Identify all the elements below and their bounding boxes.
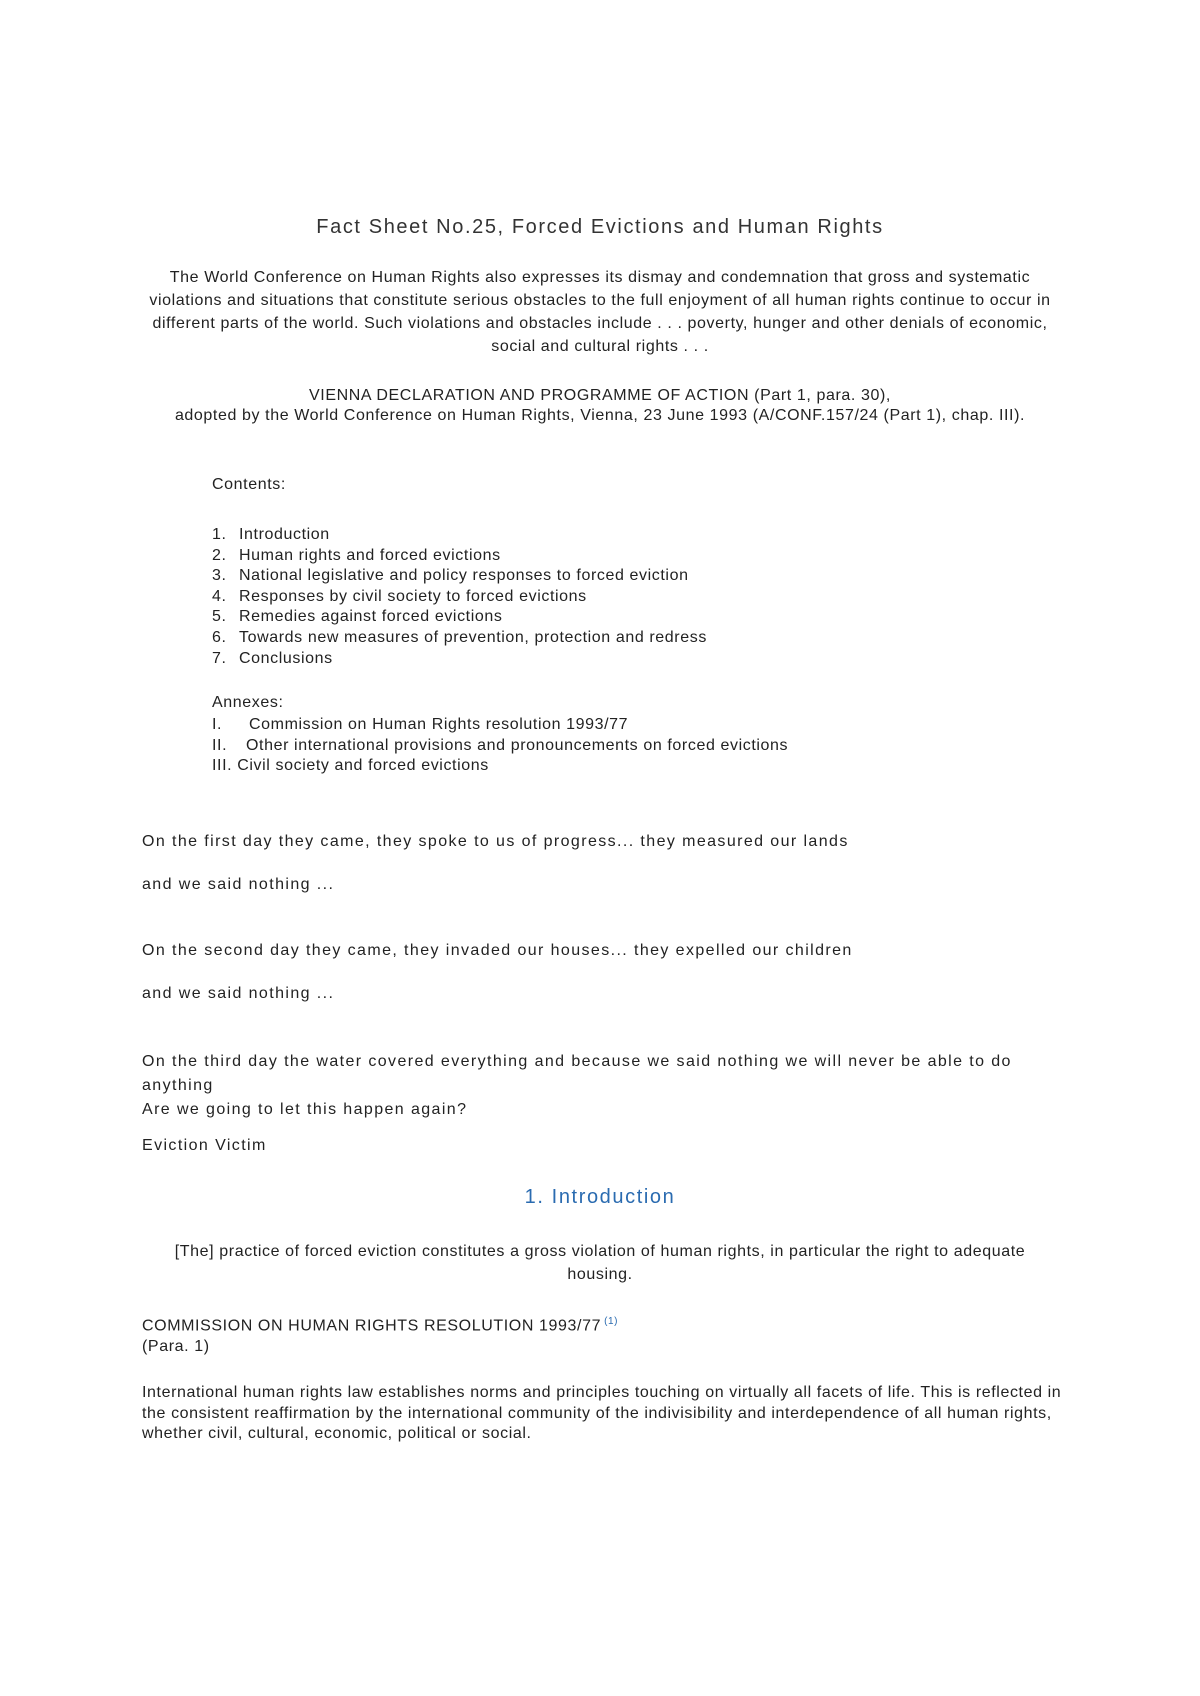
contents-item-label: Human rights and forced evictions — [239, 546, 501, 564]
contents-item[interactable]: 3. National legislative and policy responses to forced eviction — [212, 567, 689, 585]
vienna-citation — [130, 386, 1070, 426]
annex-item-label: Commission on Human Rights resolution 1993/77 — [249, 716, 629, 733]
contents-heading: Contents: — [212, 476, 286, 493]
contents-item[interactable]: 1. Introduction — [212, 526, 330, 543]
contents-item[interactable]: 4. Responses by civil society to forced evictions — [212, 587, 587, 605]
commission-reference-title: COMMISSION ON HUMAN RIGHTS RESOLUTION 1993/77 — [142, 1317, 602, 1335]
annexes-list — [212, 715, 788, 777]
annex-item-label: Other international provisions and pronouncements on forced evictions — [246, 736, 789, 754]
commission-reference-para: (Para. 1) — [142, 1338, 210, 1356]
contents-item[interactable]: 2. Human rights and forced evictions — [212, 546, 501, 564]
poem-refrain-2: and we said nothing ... — [142, 985, 335, 1002]
vienna-citation-line2: adopted by the World Conference on Human Rights, Vienna, 23 June 1993 (A/CONF.157/24 (Part 1), chap. III). — [174, 407, 1026, 424]
commission-reference — [142, 1311, 618, 1357]
poem-line-3: On the third day the water covered everything and because we said nothing we will never be able to do anything — [142, 1053, 1012, 1094]
poem-attribution: Eviction Victim — [142, 1137, 267, 1154]
contents-item-label: Introduction — [239, 526, 330, 543]
annex-item-label: Civil society and forced evictions — [237, 757, 489, 774]
epigraph-quote: The World Conference on Human Rights also expresses its dismay and condemnation that gross and systematic violations and situations that constitute serious obstacles to the full enjoyment of all human rights continue to occur in different parts of the world. Such violations and obstacles include . . . poverty, hunger and other denials of economic, social and cultural rights . . . — [149, 269, 1051, 355]
contents-item-label: National legislative and policy responses to forced eviction — [239, 567, 689, 585]
contents-item[interactable]: 6. Towards new measures of prevention, protection and redress — [212, 628, 707, 646]
introduction-paragraph: International human rights law establishes norms and principles touching on virtually all facets of life. This is reflected in the consistent reaffirmation by the international community of the indivisibility and interdependence of all human rights, whether civil, cultural, economic, political or social. — [142, 1384, 1062, 1442]
annex-item[interactable]: III. Civil society and forced evictions — [212, 757, 489, 774]
poem-line-4: Are we going to let this happen again? — [142, 1101, 468, 1118]
document-title: Fact Sheet No.25, Forced Evictions and Human Rights — [316, 216, 884, 238]
contents-list — [212, 525, 707, 669]
poem-stanza-3 — [142, 1050, 1082, 1122]
annex-item[interactable]: I. Commission on Human Rights resolution 1993/77 — [212, 716, 629, 733]
annexes-heading: Annexes: — [212, 694, 284, 711]
contents-item-label: Remedies against forced evictions — [239, 608, 503, 626]
poem-line-2: On the second day they came, they invaded our houses... they expelled our children — [142, 942, 853, 959]
contents-item-label: Responses by civil society to forced evictions — [239, 587, 587, 605]
poem-line-1: On the first day they came, they spoke to us of progress... they measured our lands — [142, 833, 849, 850]
section-heading-introduction: 1. Introduction — [524, 1186, 676, 1208]
contents-item[interactable]: 5. Remedies against forced evictions — [212, 608, 503, 626]
annex-item[interactable]: II. Other international provisions and pronouncements on forced evictions — [212, 736, 789, 754]
contents-item-label: Conclusions — [239, 649, 333, 667]
poem-refrain-1: and we said nothing ... — [142, 876, 335, 893]
vienna-citation-line1: VIENNA DECLARATION AND PROGRAMME OF ACTION (Part 1, para. 30), — [309, 387, 891, 404]
contents-item[interactable]: 7. Conclusions — [212, 649, 333, 667]
commission-quote: [The] practice of forced eviction constitutes a gross violation of human rights, in particular the right to adequate housing. — [174, 1243, 1026, 1283]
contents-item-label: Towards new measures of prevention, protection and redress — [239, 628, 707, 646]
footnote-link[interactable]: (1) — [604, 1316, 619, 1327]
